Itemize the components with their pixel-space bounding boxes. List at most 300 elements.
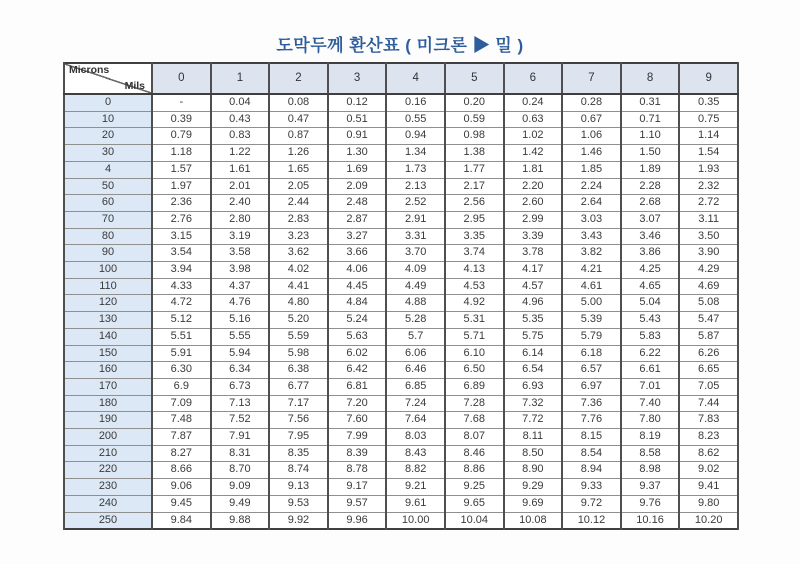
value-cell: 10.00 — [386, 512, 445, 529]
value-cell: 6.61 — [621, 362, 680, 379]
value-cell: 5.04 — [621, 295, 680, 312]
value-cell: 8.35 — [269, 445, 328, 462]
table-row — [64, 362, 738, 379]
value-cell: 6.34 — [211, 362, 270, 379]
table-row — [64, 94, 738, 111]
value-cell: 8.43 — [386, 445, 445, 462]
value-cell: 3.43 — [562, 228, 621, 245]
value-cell: 1.54 — [679, 145, 738, 162]
value-cell: 2.68 — [621, 195, 680, 212]
value-cell: 4.65 — [621, 278, 680, 295]
value-cell: 0.91 — [328, 128, 387, 145]
value-cell: 6.42 — [328, 362, 387, 379]
value-cell: 6.65 — [679, 362, 738, 379]
value-cell: 8.19 — [621, 429, 680, 446]
value-cell: 2.32 — [679, 178, 738, 195]
value-cell: 4.45 — [328, 278, 387, 295]
value-cell: 2.13 — [386, 178, 445, 195]
value-cell: 3.58 — [211, 245, 270, 262]
value-cell: 1.38 — [445, 145, 504, 162]
value-cell: 1.69 — [328, 161, 387, 178]
value-cell: 1.22 — [211, 145, 270, 162]
value-cell: 0.12 — [328, 94, 387, 111]
value-cell: 2.17 — [445, 178, 504, 195]
row-label: 220 — [64, 462, 152, 479]
table-row — [64, 312, 738, 329]
value-cell: 2.99 — [504, 211, 563, 228]
value-cell: 9.96 — [328, 512, 387, 529]
value-cell: 1.34 — [386, 145, 445, 162]
row-label: 80 — [64, 228, 152, 245]
value-cell: 9.72 — [562, 495, 621, 512]
value-cell: 4.37 — [211, 278, 270, 295]
value-cell: 3.78 — [504, 245, 563, 262]
value-cell: 9.88 — [211, 512, 270, 529]
value-cell: 3.27 — [328, 228, 387, 245]
table-row — [64, 195, 738, 212]
col-header: 3 — [328, 63, 387, 94]
value-cell: 2.91 — [386, 211, 445, 228]
value-cell: 5.87 — [679, 328, 738, 345]
value-cell: 2.87 — [328, 211, 387, 228]
value-cell: 5.12 — [152, 312, 211, 329]
value-cell: 8.54 — [562, 445, 621, 462]
value-cell: 1.30 — [328, 145, 387, 162]
value-cell: 0.79 — [152, 128, 211, 145]
value-cell: 0.35 — [679, 94, 738, 111]
value-cell: 3.31 — [386, 228, 445, 245]
value-cell: 5.98 — [269, 345, 328, 362]
value-cell: 8.66 — [152, 462, 211, 479]
value-cell: 8.39 — [328, 445, 387, 462]
value-cell: 1.02 — [504, 128, 563, 145]
value-cell: 4.57 — [504, 278, 563, 295]
corner-mils-label: Mils — [124, 80, 145, 92]
table-row — [64, 345, 738, 362]
value-cell: 1.18 — [152, 145, 211, 162]
value-cell: 8.46 — [445, 445, 504, 462]
value-cell: 4.02 — [269, 262, 328, 279]
col-header: 4 — [386, 63, 445, 94]
value-cell: 8.27 — [152, 445, 211, 462]
value-cell: 7.72 — [504, 412, 563, 429]
value-cell: 0.98 — [445, 128, 504, 145]
value-cell: 2.40 — [211, 195, 270, 212]
value-cell: 6.14 — [504, 345, 563, 362]
table-row — [64, 412, 738, 429]
value-cell: 4.96 — [504, 295, 563, 312]
value-cell: 3.46 — [621, 228, 680, 245]
table-body — [64, 94, 738, 529]
table-row — [64, 161, 738, 178]
value-cell: 9.41 — [679, 479, 738, 496]
value-cell: 4.69 — [679, 278, 738, 295]
value-cell: 0.75 — [679, 111, 738, 128]
value-cell: 7.17 — [269, 395, 328, 412]
value-cell: 0.39 — [152, 111, 211, 128]
col-header: 1 — [211, 63, 270, 94]
value-cell: 4.21 — [562, 262, 621, 279]
table-row — [64, 495, 738, 512]
row-label: 180 — [64, 395, 152, 412]
value-cell: 6.18 — [562, 345, 621, 362]
value-cell: 3.70 — [386, 245, 445, 262]
value-cell: 7.68 — [445, 412, 504, 429]
value-cell: 1.06 — [562, 128, 621, 145]
value-cell: 0.43 — [211, 111, 270, 128]
value-cell: 5.20 — [269, 312, 328, 329]
value-cell: 3.50 — [679, 228, 738, 245]
row-label: 230 — [64, 479, 152, 496]
value-cell: 9.69 — [504, 495, 563, 512]
value-cell: 3.19 — [211, 228, 270, 245]
value-cell: 5.94 — [211, 345, 270, 362]
value-cell: 0.63 — [504, 111, 563, 128]
value-cell: 7.28 — [445, 395, 504, 412]
value-cell: 9.57 — [328, 495, 387, 512]
value-cell: 5.24 — [328, 312, 387, 329]
table-row — [64, 228, 738, 245]
value-cell: 9.61 — [386, 495, 445, 512]
value-cell: 8.70 — [211, 462, 270, 479]
value-cell: 1.65 — [269, 161, 328, 178]
value-cell: 4.76 — [211, 295, 270, 312]
value-cell: 0.16 — [386, 94, 445, 111]
value-cell: 7.40 — [621, 395, 680, 412]
row-label: 70 — [64, 211, 152, 228]
value-cell: 3.07 — [621, 211, 680, 228]
value-cell: 2.52 — [386, 195, 445, 212]
table-row — [64, 295, 738, 312]
value-cell: 2.01 — [211, 178, 270, 195]
row-label: 160 — [64, 362, 152, 379]
table-row — [64, 328, 738, 345]
value-cell: 3.35 — [445, 228, 504, 245]
value-cell: 6.22 — [621, 345, 680, 362]
value-cell: 0.47 — [269, 111, 328, 128]
value-cell: 8.90 — [504, 462, 563, 479]
value-cell: 0.31 — [621, 94, 680, 111]
value-cell: 9.29 — [504, 479, 563, 496]
value-cell: 1.61 — [211, 161, 270, 178]
row-label: 190 — [64, 412, 152, 429]
value-cell: 1.85 — [562, 161, 621, 178]
table-row — [64, 395, 738, 412]
value-cell: 2.28 — [621, 178, 680, 195]
value-cell: 7.87 — [152, 429, 211, 446]
value-cell: 9.25 — [445, 479, 504, 496]
row-label: 100 — [64, 262, 152, 279]
value-cell: - — [152, 94, 211, 111]
value-cell: 0.28 — [562, 94, 621, 111]
value-cell: 10.04 — [445, 512, 504, 529]
value-cell: 1.26 — [269, 145, 328, 162]
value-cell: 9.06 — [152, 479, 211, 496]
value-cell: 6.54 — [504, 362, 563, 379]
col-header: 5 — [445, 63, 504, 94]
value-cell: 2.56 — [445, 195, 504, 212]
value-cell: 0.94 — [386, 128, 445, 145]
row-label: 90 — [64, 245, 152, 262]
value-cell: 0.08 — [269, 94, 328, 111]
value-cell: 6.26 — [679, 345, 738, 362]
value-cell: 4.29 — [679, 262, 738, 279]
value-cell: 8.58 — [621, 445, 680, 462]
value-cell: 2.36 — [152, 195, 211, 212]
value-cell: 8.11 — [504, 429, 563, 446]
page-title: 도막두께 환산표 ( 미크론 ▶ 밀 ) — [276, 36, 524, 55]
value-cell: 5.91 — [152, 345, 211, 362]
col-header: 6 — [504, 63, 563, 94]
value-cell: 6.73 — [211, 378, 270, 395]
value-cell: 9.21 — [386, 479, 445, 496]
value-cell: 6.06 — [386, 345, 445, 362]
col-header: 8 — [621, 63, 680, 94]
value-cell: 3.03 — [562, 211, 621, 228]
table-row — [64, 429, 738, 446]
row-label: 150 — [64, 345, 152, 362]
value-cell: 4.88 — [386, 295, 445, 312]
value-cell: 5.47 — [679, 312, 738, 329]
value-cell: 6.85 — [386, 378, 445, 395]
row-label: 0 — [64, 94, 152, 111]
value-cell: 1.46 — [562, 145, 621, 162]
value-cell: 5.51 — [152, 328, 211, 345]
value-cell: 5.83 — [621, 328, 680, 345]
value-cell: 7.83 — [679, 412, 738, 429]
value-cell: 6.77 — [269, 378, 328, 395]
value-cell: 5.35 — [504, 312, 563, 329]
value-cell: 4.84 — [328, 295, 387, 312]
value-cell: 5.7 — [386, 328, 445, 345]
value-cell: 7.76 — [562, 412, 621, 429]
row-label: 250 — [64, 512, 152, 529]
table-row — [64, 211, 738, 228]
table-row — [64, 512, 738, 529]
value-cell: 10.08 — [504, 512, 563, 529]
value-cell: 9.45 — [152, 495, 211, 512]
value-cell: 8.15 — [562, 429, 621, 446]
value-cell: 3.74 — [445, 245, 504, 262]
value-cell: 1.77 — [445, 161, 504, 178]
value-cell: 0.51 — [328, 111, 387, 128]
value-cell: 2.76 — [152, 211, 211, 228]
value-cell: 9.09 — [211, 479, 270, 496]
value-cell: 8.31 — [211, 445, 270, 462]
value-cell: 7.48 — [152, 412, 211, 429]
value-cell: 1.42 — [504, 145, 563, 162]
value-cell: 8.82 — [386, 462, 445, 479]
value-cell: 2.72 — [679, 195, 738, 212]
value-cell: 1.14 — [679, 128, 738, 145]
value-cell: 9.76 — [621, 495, 680, 512]
value-cell: 9.02 — [679, 462, 738, 479]
value-cell: 2.64 — [562, 195, 621, 212]
value-cell: 7.13 — [211, 395, 270, 412]
corner-microns-label: Microns — [69, 64, 110, 76]
value-cell: 5.28 — [386, 312, 445, 329]
value-cell: 1.10 — [621, 128, 680, 145]
row-label: 4 — [64, 161, 152, 178]
value-cell: 5.31 — [445, 312, 504, 329]
value-cell: 7.44 — [679, 395, 738, 412]
value-cell: 6.89 — [445, 378, 504, 395]
value-cell: 8.74 — [269, 462, 328, 479]
value-cell: 10.16 — [621, 512, 680, 529]
value-cell: 1.97 — [152, 178, 211, 195]
value-cell: 7.60 — [328, 412, 387, 429]
conversion-table — [63, 62, 739, 530]
value-cell: 4.25 — [621, 262, 680, 279]
value-cell: 6.93 — [504, 378, 563, 395]
value-cell: 8.50 — [504, 445, 563, 462]
value-cell: 3.62 — [269, 245, 328, 262]
value-cell: 3.86 — [621, 245, 680, 262]
value-cell: 7.99 — [328, 429, 387, 446]
value-cell: 8.23 — [679, 429, 738, 446]
table-row — [64, 262, 738, 279]
value-cell: 6.57 — [562, 362, 621, 379]
value-cell: 5.43 — [621, 312, 680, 329]
value-cell: 5.63 — [328, 328, 387, 345]
value-cell: 3.98 — [211, 262, 270, 279]
value-cell: 2.09 — [328, 178, 387, 195]
value-cell: 9.92 — [269, 512, 328, 529]
value-cell: 8.03 — [386, 429, 445, 446]
value-cell: 3.39 — [504, 228, 563, 245]
value-cell: 8.86 — [445, 462, 504, 479]
value-cell: 7.80 — [621, 412, 680, 429]
table-header — [64, 63, 738, 94]
value-cell: 4.72 — [152, 295, 211, 312]
value-cell: 9.37 — [621, 479, 680, 496]
value-cell: 4.13 — [445, 262, 504, 279]
value-cell: 7.91 — [211, 429, 270, 446]
value-cell: 4.92 — [445, 295, 504, 312]
value-cell: 4.49 — [386, 278, 445, 295]
row-label: 110 — [64, 278, 152, 295]
value-cell: 6.02 — [328, 345, 387, 362]
value-cell: 5.16 — [211, 312, 270, 329]
value-cell: 8.78 — [328, 462, 387, 479]
row-label: 170 — [64, 378, 152, 395]
value-cell: 5.55 — [211, 328, 270, 345]
value-cell: 9.33 — [562, 479, 621, 496]
value-cell: 8.94 — [562, 462, 621, 479]
value-cell: 5.79 — [562, 328, 621, 345]
value-cell: 0.24 — [504, 94, 563, 111]
row-label: 140 — [64, 328, 152, 345]
value-cell: 6.50 — [445, 362, 504, 379]
value-cell: 6.81 — [328, 378, 387, 395]
value-cell: 9.17 — [328, 479, 387, 496]
row-label: 20 — [64, 128, 152, 145]
table-row — [64, 128, 738, 145]
value-cell: 1.81 — [504, 161, 563, 178]
value-cell: 3.23 — [269, 228, 328, 245]
value-cell: 2.60 — [504, 195, 563, 212]
value-cell: 5.39 — [562, 312, 621, 329]
value-cell: 8.07 — [445, 429, 504, 446]
value-cell: 9.84 — [152, 512, 211, 529]
value-cell: 7.01 — [621, 378, 680, 395]
value-cell: 3.11 — [679, 211, 738, 228]
value-cell: 6.10 — [445, 345, 504, 362]
value-cell: 9.65 — [445, 495, 504, 512]
value-cell: 5.00 — [562, 295, 621, 312]
table-row — [64, 245, 738, 262]
value-cell: 4.41 — [269, 278, 328, 295]
value-cell: 4.09 — [386, 262, 445, 279]
value-cell: 2.80 — [211, 211, 270, 228]
value-cell: 0.55 — [386, 111, 445, 128]
value-cell: 1.73 — [386, 161, 445, 178]
value-cell: 7.24 — [386, 395, 445, 412]
value-cell: 2.05 — [269, 178, 328, 195]
row-label: 210 — [64, 445, 152, 462]
col-header: 2 — [269, 63, 328, 94]
value-cell: 9.80 — [679, 495, 738, 512]
value-cell: 7.09 — [152, 395, 211, 412]
value-cell: 6.9 — [152, 378, 211, 395]
value-cell: 5.75 — [504, 328, 563, 345]
value-cell: 9.13 — [269, 479, 328, 496]
table-row — [64, 479, 738, 496]
value-cell: 2.24 — [562, 178, 621, 195]
value-cell: 0.71 — [621, 111, 680, 128]
value-cell: 7.32 — [504, 395, 563, 412]
table-row — [64, 462, 738, 479]
value-cell: 5.71 — [445, 328, 504, 345]
col-header: 7 — [562, 63, 621, 94]
col-header: 0 — [152, 63, 211, 94]
table-row — [64, 145, 738, 162]
value-cell: 4.33 — [152, 278, 211, 295]
value-cell: 4.17 — [504, 262, 563, 279]
value-cell: 5.08 — [679, 295, 738, 312]
value-cell: 9.53 — [269, 495, 328, 512]
value-cell: 6.30 — [152, 362, 211, 379]
value-cell: 1.57 — [152, 161, 211, 178]
col-header: 9 — [679, 63, 738, 94]
value-cell: 1.50 — [621, 145, 680, 162]
value-cell: 2.20 — [504, 178, 563, 195]
value-cell: 7.36 — [562, 395, 621, 412]
table-row — [64, 178, 738, 195]
header-row — [64, 63, 738, 94]
value-cell: 7.52 — [211, 412, 270, 429]
value-cell: 4.06 — [328, 262, 387, 279]
row-label: 200 — [64, 429, 152, 446]
value-cell: 7.05 — [679, 378, 738, 395]
value-cell: 6.38 — [269, 362, 328, 379]
value-cell: 4.80 — [269, 295, 328, 312]
row-label: 30 — [64, 145, 152, 162]
value-cell: 3.54 — [152, 245, 211, 262]
value-cell: 3.82 — [562, 245, 621, 262]
value-cell: 8.98 — [621, 462, 680, 479]
value-cell: 7.95 — [269, 429, 328, 446]
value-cell: 1.93 — [679, 161, 738, 178]
value-cell: 6.97 — [562, 378, 621, 395]
table-row — [64, 445, 738, 462]
value-cell: 0.67 — [562, 111, 621, 128]
value-cell: 0.83 — [211, 128, 270, 145]
table-row — [64, 278, 738, 295]
row-label: 130 — [64, 312, 152, 329]
value-cell: 3.94 — [152, 262, 211, 279]
value-cell: 0.20 — [445, 94, 504, 111]
